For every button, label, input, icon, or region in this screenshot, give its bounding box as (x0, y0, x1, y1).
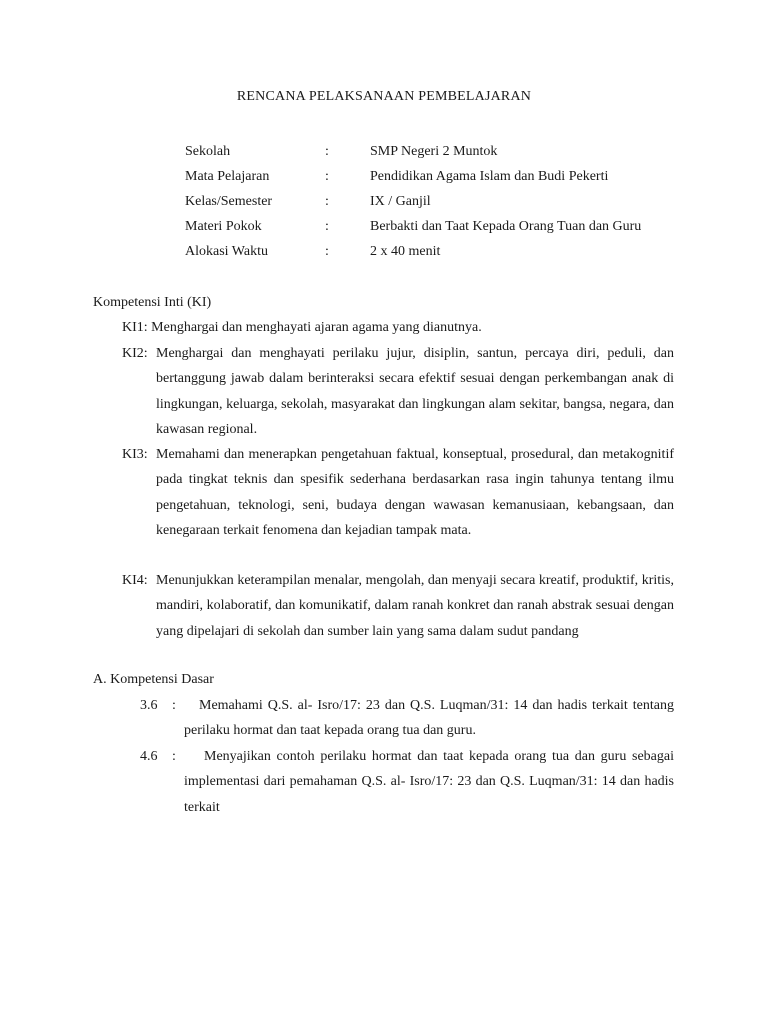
identity-separator: : (325, 194, 329, 209)
identity-value: SMP Negeri 2 Muntok (370, 144, 498, 159)
identity-row-topic (185, 217, 685, 237)
identity-row-subject (185, 167, 685, 187)
kd-item-3-6 (140, 693, 674, 744)
ki-text: Memahami dan menerapkan pengetahuan faktual, konseptual, prosedural, dan metakognitif pada tingkat teknis dan spesifik sederhana berdasarkan rasa ingin tahunya tentang ilmu pengetahuan, teknologi, seni, budaya dengan wawasan kemanusiaan, kebangsaan, dan kenegaraan terkait fenomena dan kejadian tampak mata. (156, 447, 674, 538)
kd-item-4-6 (140, 744, 674, 820)
identity-separator: : (325, 169, 329, 184)
identity-label: Materi Pokok (185, 219, 262, 234)
identity-label: Mata Pelajaran (185, 169, 270, 184)
identity-label: Kelas/Semester (185, 194, 273, 209)
kd-heading: A. Kompetensi Dasar (93, 672, 214, 687)
kd-separator: : (172, 698, 176, 713)
identity-value: 2 x 40 menit (370, 244, 441, 259)
kd-separator: : (172, 749, 176, 764)
ki-text: Menghargai dan menghayati perilaku jujur, disiplin, santun, percaya diri, peduli, dan bertanggung jawab dalam berinteraksi secara efektif sesuai dengan perkembangan anak di lingkungan, keluarga, sekolah, masyarakat dan lingkungan alam sekitar, bangsa, negara, dan kawasan regional. (156, 346, 674, 437)
ki-label: KI3: (122, 447, 148, 462)
ki-item-1 (122, 315, 674, 340)
ki-text: Menunjukkan keterampilan menalar, mengolah, dan menyaji secara kreatif, produktif, kritis, mandiri, kolaboratif, dan komunikatif, dalam ranah konkret dan ranah abstrak sesuai dengan yang dipelajari di sekolah dan sumber lain yang sama dalam sudut pandang (156, 573, 674, 639)
ki-label: KI1: (122, 320, 148, 335)
kd-text: Memahami Q.S. al- Isro/17: 23 dan Q.S. Luqman/31: 14 dan hadis terkait tentang perilaku hormat dan taat kepada orang tua dan guru. (184, 698, 674, 739)
identity-value: Berbakti dan Taat Kepada Orang Tuan dan Guru (370, 219, 642, 234)
identity-label: Sekolah (185, 144, 231, 159)
ki-label: KI4: (122, 573, 148, 588)
identity-separator: : (325, 219, 329, 234)
identity-value: IX / Ganjil (370, 194, 431, 209)
identity-row-time (185, 242, 685, 262)
kd-text: Menyajikan contoh perilaku hormat dan taat kepada orang tua dan guru sebagai implementasi dari pemahaman Q.S. al- Isro/17: 23 dan Q.S. Luqman/31: 14 dan hadis terkait (184, 749, 674, 815)
ki-item-4 (122, 568, 674, 644)
identity-value: Pendidikan Agama Islam dan Budi Pekerti (370, 169, 609, 184)
kd-number: 3.6 (140, 698, 158, 713)
document-title: RENCANA PELAKSANAAN PEMBELAJARAN (236, 89, 532, 104)
identity-separator: : (325, 144, 329, 159)
ki-item-3 (122, 442, 674, 543)
identity-row-school (185, 142, 685, 162)
ki-heading: Kompetensi Inti (KI) (93, 295, 212, 310)
ki-text: Menghargai dan menghayati ajaran agama yang dianutnya. (151, 320, 482, 335)
ki-item-2 (122, 341, 674, 442)
identity-row-class (185, 192, 685, 212)
identity-separator: : (325, 244, 329, 259)
ki-label: KI2: (122, 346, 148, 361)
identity-label: Alokasi Waktu (185, 244, 268, 259)
kd-number: 4.6 (140, 749, 158, 764)
